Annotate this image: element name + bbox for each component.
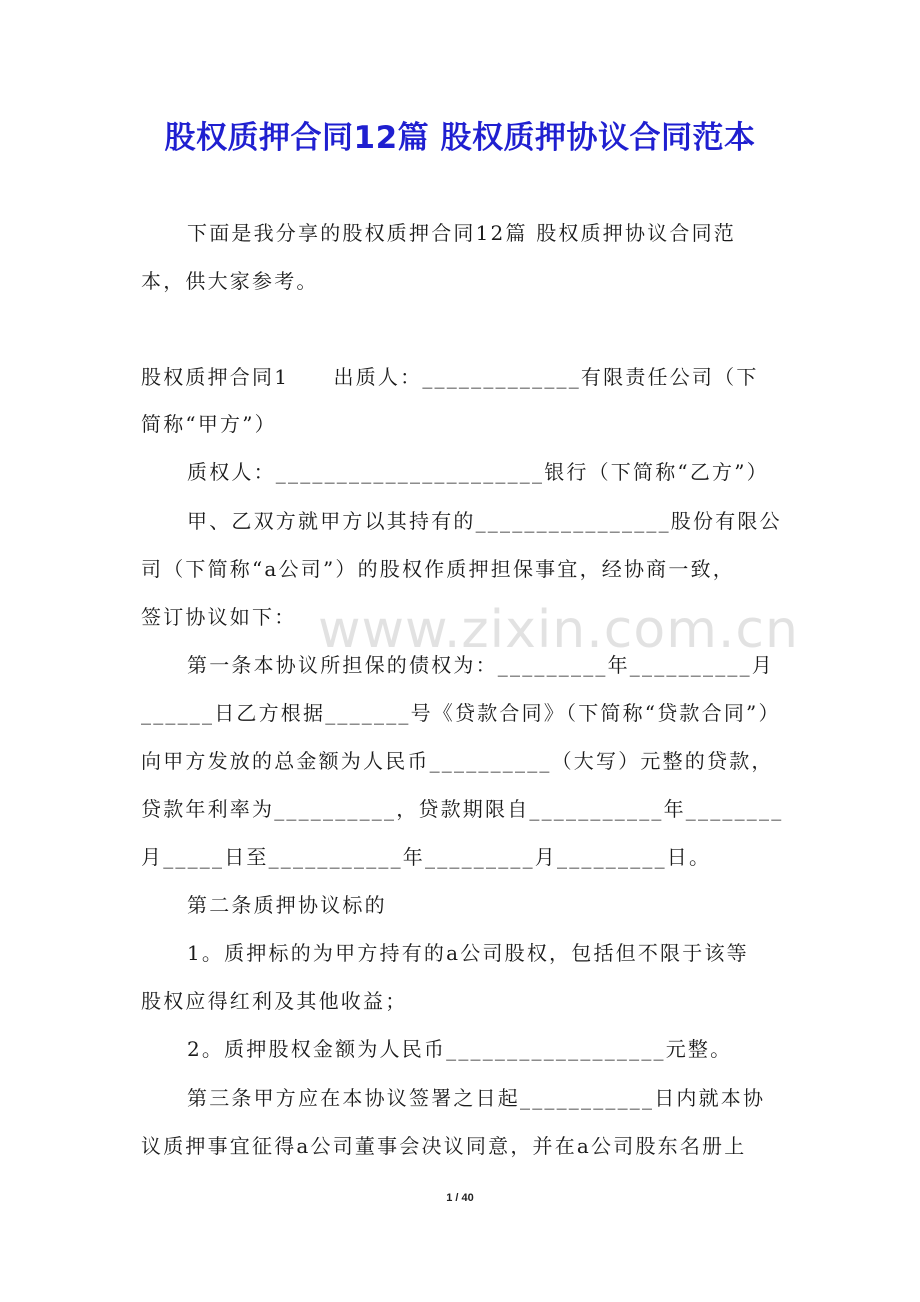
document-title: 股权质押合同12篇 股权质押协议合同范本 — [164, 120, 756, 156]
paragraph-line: 甲、乙双方就甲方以其持有的________________股份有限公 — [187, 509, 782, 533]
paragraph-line: 月_____日至___________年_________月_________日。 — [141, 845, 712, 869]
paragraph-line: 第一条本协议所担保的债权为：_________年__________月 — [187, 653, 774, 677]
paragraph-line: 议质押事宜征得a公司董事会决议同意，并在a公司股东名册上 — [141, 1134, 747, 1158]
paragraph-line: 签订协议如下： — [141, 605, 297, 629]
paragraph-line: 质权人：______________________银行（下简称“乙方”） — [187, 460, 769, 484]
section-heading: 第二条质押协议标的 — [187, 893, 387, 917]
paragraph-line: 向甲方发放的总金额为人民币__________（大写）元整的贷款， — [141, 749, 774, 773]
paragraph-line: ______日乙方根据_______号《贷款合同》（下简称“贷款合同”） — [141, 701, 781, 725]
paragraph-line: 简称“甲方”） — [141, 412, 277, 436]
paragraph-line: 2。质押股权金额为人民币__________________元整。 — [187, 1037, 733, 1061]
paragraph-line: 下面是我分享的股权质押合同12篇 股权质押协议合同范 — [187, 221, 737, 245]
paragraph-line: 贷款年利率为__________，贷款期限自___________年________ — [141, 797, 784, 821]
paragraph-line: 本，供大家参考。 — [141, 269, 319, 293]
page-indicator: 1 / 40 — [446, 1192, 474, 1204]
paragraph-line: 股权应得红利及其他收益； — [141, 989, 408, 1013]
paragraph-line: 第三条甲方应在本协议签署之日起___________日内就本协 — [187, 1086, 766, 1110]
paragraph-line: 司（下简称“a公司”）的股权作质押担保事宜，经协商一致， — [141, 557, 735, 581]
paragraph-line: 股权质押合同1 出质人：_____________有限责任公司（下 — [141, 365, 759, 389]
watermark-text: www.zixin.com.cn — [318, 600, 799, 660]
paragraph-line: 1。质押标的为甲方持有的a公司股权，包括但不限于该等 — [187, 941, 749, 965]
